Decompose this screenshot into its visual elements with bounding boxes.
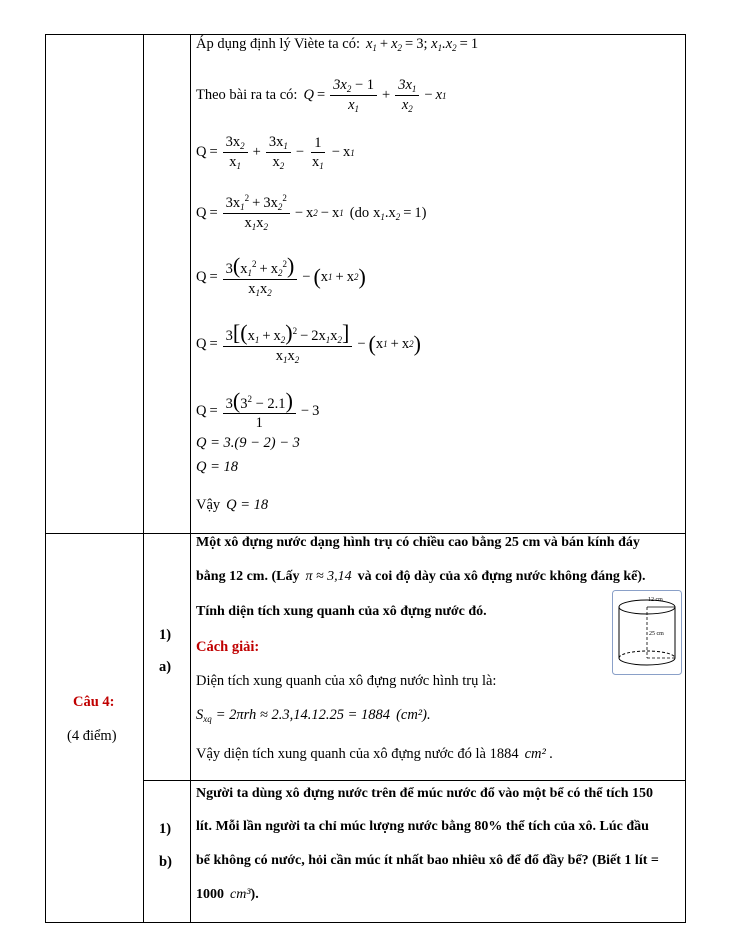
problem-line2-start: bằng 12 cm. (Lấy	[196, 569, 300, 584]
viete-text: Áp dụng định lý Viète ta có:	[196, 36, 360, 52]
part-b-label-2: b)	[159, 854, 172, 870]
step-4: Q = $\frac{3[(x_1 + x_2)^2 - 2x_1x_2]}{x_1x_2}$ − ( x 1 + x 2 )	[196, 320, 421, 366]
q-definition: Q = $\frac{3x_2 - 1}{x_1}$ + $\frac{3x_1}{x_2}$ − x 1	[303, 77, 447, 115]
part-a-label-1: 1)	[159, 627, 172, 643]
table-bottom-border	[45, 922, 686, 923]
step-1: Q = $\frac{3x_2}{x_1}$ + $\frac{3x_1}{x_2}$ − $\frac{1}{x_1}$ − x 1	[196, 134, 355, 172]
part-a-problem-line3: Tính diện tích xung quanh của xô đựng nước đó.	[196, 604, 487, 619]
step-7: Q = 18	[196, 459, 239, 475]
column-divider-2	[190, 34, 191, 923]
sxq-formula: = 2πrh ≈ 2.3,14.12.25 = 1884	[215, 707, 391, 723]
conclusion-text: Vậy diện tích xung quanh của xô đựng nước đó là 1884	[196, 746, 519, 762]
table-left-border	[45, 34, 46, 923]
part-b-line3: bể không có nước, hỏi cần múc ít nhất bao nhiêu xô để đổ đầy bể? (Biết 1 lít =	[196, 853, 659, 868]
part-a-label-2: a)	[159, 659, 172, 675]
cylinder-figure	[612, 590, 682, 675]
sxq-unit: (cm²).	[396, 707, 431, 723]
liter-unit: cm³	[230, 887, 251, 902]
part-a-problem-line2	[196, 569, 646, 585]
row-divider-1	[45, 533, 686, 534]
problem-line2-end: và coi độ dày của xô đựng nước không đáng kể).	[357, 569, 646, 584]
vay-line	[196, 497, 268, 514]
cau4-label: Câu 4:	[73, 694, 115, 710]
part-a-solution-formula	[196, 707, 431, 724]
part-b-label-1: 1)	[159, 821, 172, 837]
do-text: (do	[349, 204, 370, 221]
sxq-symbol: $S_{xq}$	[196, 707, 212, 724]
table-right-border	[685, 34, 686, 923]
liter-value: 1000	[196, 887, 224, 902]
conclusion-unit: cm² .	[524, 746, 554, 762]
radius-label: 12 cm	[648, 597, 663, 603]
vay-formula: Q = 18	[226, 497, 269, 513]
part-b-line4	[196, 887, 259, 903]
cau4-points: (4 điểm)	[67, 728, 117, 744]
part-a-solution-line1: Diện tích xung quanh của xô đựng nước hình trụ là:	[196, 673, 497, 689]
step-5: Q = $\frac{3(3^2 - 2.1)}{1}$ − 3	[196, 388, 320, 432]
theo-bai-text: Theo bài ra ta có:	[196, 87, 298, 104]
row-divider-2	[143, 780, 686, 781]
theo-bai-line	[196, 76, 447, 116]
vay-text: Vậy	[196, 497, 221, 513]
liter-end: ).	[250, 887, 259, 902]
part-a-conclusion	[196, 746, 553, 763]
height-label: 25 cm	[649, 631, 664, 637]
part-a-problem-line1: Một xô đựng nước dạng hình trụ có chiều cao bằng 25 cm và bán kính đáy	[196, 535, 640, 550]
cach-giai-heading: Cách giải:	[196, 639, 260, 655]
step-6: Q = 3.(9 − 2) − 3	[196, 435, 300, 451]
viete-line	[196, 36, 478, 53]
table-top-border	[45, 34, 686, 35]
viete-formula: $x_1 + x_2 = 3$; $x_1.x_2 = 1$	[365, 36, 479, 53]
pi-value: π ≈ 3,14	[305, 569, 352, 584]
step-3: Q = $\frac{3(x_1^2 + x_2^2)}{x_1x_2}$ − ( x 1 + x 2 )	[196, 253, 366, 299]
part-b-line1: Người ta dùng xô đựng nước trên để múc nước đổ vào một bể có thể tích 150	[196, 786, 654, 801]
step-2: Q = $\frac{3x_1^2 + 3x_2^2}{x_1x_2}$ − x 2 − x 1 (do $x_1.x_2 = 1$)	[196, 193, 427, 233]
part-b-line2: lít. Mỗi lần người ta chỉ múc lượng nước bằng 80% thể tích của xô. Lúc đầu	[196, 819, 649, 834]
column-divider-1	[143, 34, 144, 923]
cylinder-svg	[612, 590, 682, 675]
